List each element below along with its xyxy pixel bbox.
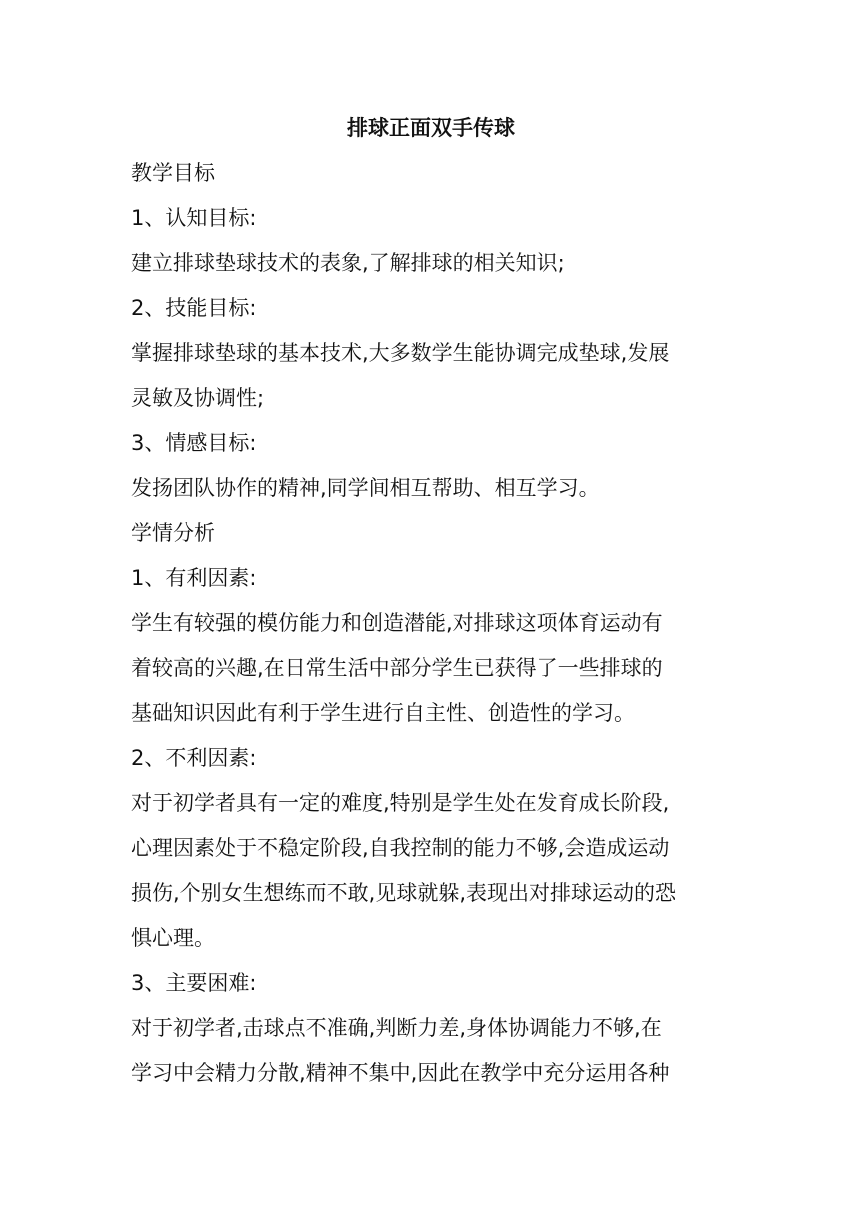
factor1-text-line2: 着较高的兴趣,在日常生活中部分学生已获得了一些排球的 bbox=[131, 656, 663, 680]
factor1-text-line1: 学生有较强的模仿能力和创造潜能,对排球这项体育运动有 bbox=[131, 611, 663, 635]
section-heading-analysis: 学情分析 bbox=[131, 521, 215, 545]
factor3-text-line1: 对于初学者,击球点不准确,判断力差,身体协调能力不够,在 bbox=[131, 1016, 662, 1040]
goal1-text: 建立排球垫球技术的表象,了解排球的相关知识; bbox=[131, 251, 565, 275]
factor3-label: 3、主要困难: bbox=[131, 971, 257, 995]
goal3-label: 3、情感目标: bbox=[131, 431, 257, 455]
factor2-label: 2、不利因素: bbox=[131, 746, 257, 770]
factor2-text-line2: 心理因素处于不稳定阶段,自我控制的能力不够,会造成运动 bbox=[131, 836, 670, 860]
goal2-label: 2、技能目标: bbox=[131, 296, 257, 320]
goal3-text: 发扬团队协作的精神,同学间相互帮助、相互学习。 bbox=[131, 476, 600, 500]
factor2-text-line4: 惧心理。 bbox=[131, 926, 215, 950]
factor1-label: 1、有利因素: bbox=[131, 566, 257, 590]
factor3-text-line2: 学习中会精力分散,精神不集中,因此在教学中充分运用各种 bbox=[131, 1061, 670, 1085]
factor2-text-line3: 损伤,个别女生想练而不敢,见球就躲,表现出对排球运动的恐 bbox=[131, 881, 677, 905]
goal2-text-line1: 掌握排球垫球的基本技术,大多数学生能协调完成垫球,发展 bbox=[131, 341, 670, 365]
section-heading-goals: 教学目标 bbox=[131, 161, 215, 185]
goal2-text-line2: 灵敏及协调性; bbox=[131, 386, 265, 410]
factor1-text-line3: 基础知识因此有利于学生进行自主性、创造性的学习。 bbox=[131, 701, 635, 725]
goal1-label: 1、认知目标: bbox=[131, 206, 257, 230]
factor2-text-line1: 对于初学者具有一定的难度,特别是学生处在发育成长阶段, bbox=[131, 791, 670, 815]
document-title: 排球正面双手传球 bbox=[347, 116, 515, 140]
document-body bbox=[131, 107, 731, 1096]
